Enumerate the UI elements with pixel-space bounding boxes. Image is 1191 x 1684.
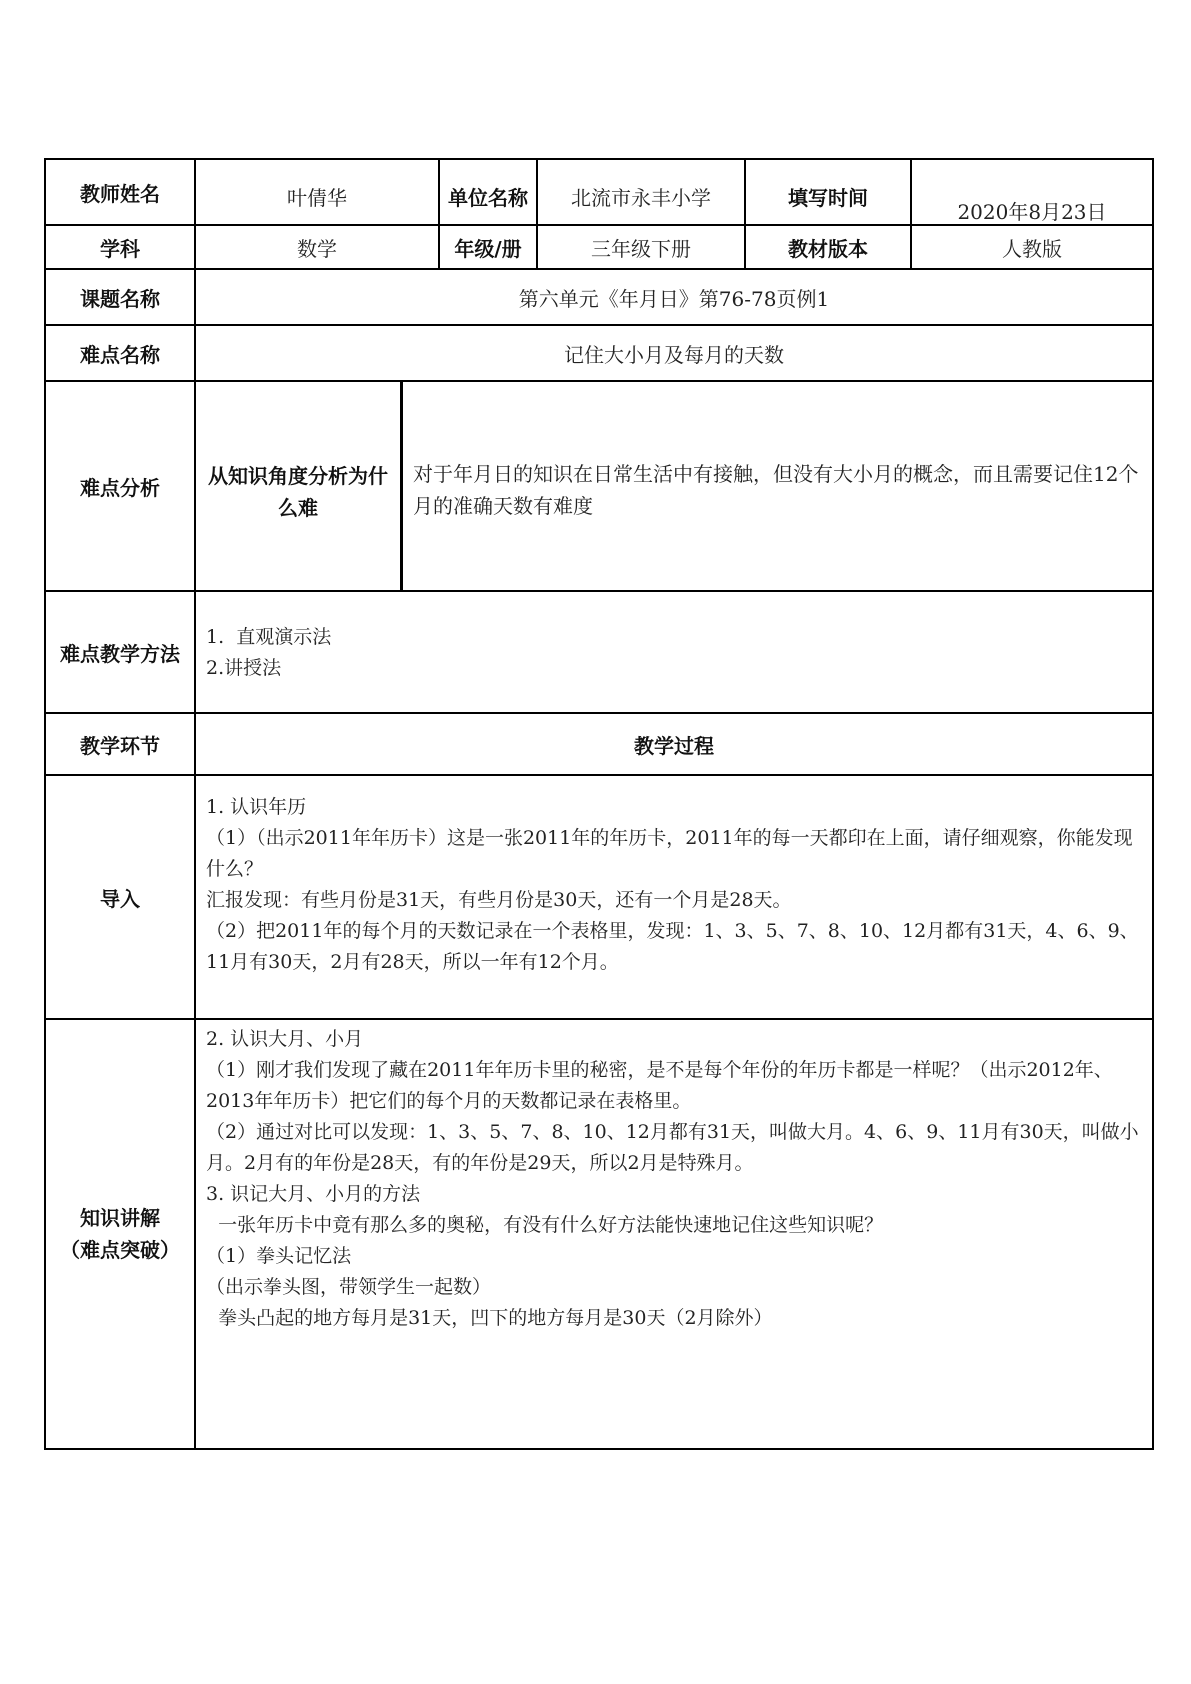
intro-label: 导入 (100, 886, 140, 911)
intro-row (44, 776, 1154, 1020)
teacher-label: 教师姓名 (80, 181, 160, 206)
knowledge-line-5: 一张年历卡中竟有那么多的奥秘，有没有什么好方法能快速地记住这些知识呢？ (206, 1214, 884, 1236)
topic-value: 第六单元《年月日》第76-78页例1 (194, 270, 1152, 324)
knowledge-content (194, 1020, 1152, 1448)
method-lines (206, 622, 331, 684)
header-row-1 (44, 158, 1154, 226)
process-header-row (44, 714, 1154, 776)
knowledge-sub-label: （难点突破） (60, 1238, 180, 1262)
analysis-sub-label: 从知识角度分析为什么难 (208, 464, 388, 520)
knowledge-line-3: （2）通过对比可以发现：1、3、5、7、8、10、12月都有31天，叫做大月。4、6、9、11月有30天，叫做小月。2月有的年份是28天，有的年份是29天，所以2月是特殊月。 (206, 1121, 1139, 1174)
subject-value: 数学 (194, 226, 438, 268)
unit-label: 单位名称 (438, 160, 536, 224)
knowledge-line-4: 3. 识记大月、小月的方法 (206, 1183, 421, 1205)
intro-line-3: 汇报发现：有些月份是31天，有些月份是30天，还有一个月是28天。 (206, 889, 792, 911)
teacher-name: 叶倩华 (194, 160, 438, 224)
topic-label: 课题名称 (80, 286, 160, 311)
unit-name: 北流市永丰小学 (536, 160, 744, 224)
knowledge-line-1: 2. 认识大月、小月 (206, 1028, 364, 1050)
analysis-row (44, 382, 1154, 592)
header-row-2 (44, 226, 1154, 270)
difficulty-value: 记住大小月及每月的天数 (194, 326, 1152, 380)
knowledge-label: 知识讲解 (80, 1206, 160, 1230)
grade-value: 三年级下册 (536, 226, 744, 268)
knowledge-line-2: （1）刚才我们发现了藏在2011年年历卡里的秘密，是不是每个年份的年历卡都是一样呢？（出示2012年、2013年年历卡）把它们的每个月的天数都记录在表格里。 (206, 1059, 1113, 1112)
knowledge-line-6: （1）拳头记忆法 (206, 1245, 352, 1267)
subject-label: 学科 (100, 236, 140, 261)
analysis-content-cell (400, 382, 1152, 590)
difficulty-row (44, 326, 1154, 382)
intro-content (194, 776, 1152, 1018)
topic-row (44, 270, 1154, 326)
method-line-2: 2.讲授法 (206, 657, 282, 679)
edition-value: 人教版 (910, 226, 1152, 268)
edition-label: 教材版本 (744, 226, 910, 268)
knowledge-row (44, 1020, 1154, 1450)
method-line-1: 1. 直观演示法 (206, 626, 332, 648)
analysis-value: 对于年月日的知识在日常生活中有接触，但没有大小月的概念，而且需要记住12个月的准确天数有难度 (413, 462, 1139, 518)
filltime-label: 填写时间 (744, 160, 910, 224)
filltime-value: 2020年8月23日 (910, 160, 1152, 224)
analysis-sub-cell (194, 382, 400, 590)
process-stage-label: 教学环节 (80, 733, 160, 758)
analysis-label: 难点分析 (80, 475, 160, 500)
method-content (194, 592, 1152, 712)
grade-label: 年级/册 (438, 226, 536, 268)
method-row (44, 592, 1154, 714)
knowledge-line-7: （出示拳头图，带领学生一起数） (206, 1276, 492, 1298)
method-label: 难点教学方法 (60, 641, 180, 666)
intro-line-1: 1. 认识年历 (206, 796, 307, 818)
difficulty-label: 难点名称 (80, 342, 160, 367)
knowledge-line-8: 拳头凸起的地方每月是31天，凹下的地方每月是30天（2月除外） (206, 1307, 773, 1329)
process-title: 教学过程 (194, 714, 1152, 774)
intro-line-4: （2）把2011年的每个月的天数记录在一个表格里，发现：1、3、5、7、8、10、12月都有31天，4、6、9、11月有30天，2月有28天，所以一年有12个月。 (206, 920, 1139, 973)
intro-lines (206, 792, 1142, 978)
intro-line-2: （1）（出示2011年年历卡）这是一张2011年的年历卡，2011年的每一天都印在上面，请仔细观察，你能发现什么？ (206, 827, 1133, 880)
knowledge-lines (206, 1024, 1142, 1334)
knowledge-label-cell (46, 1020, 194, 1448)
